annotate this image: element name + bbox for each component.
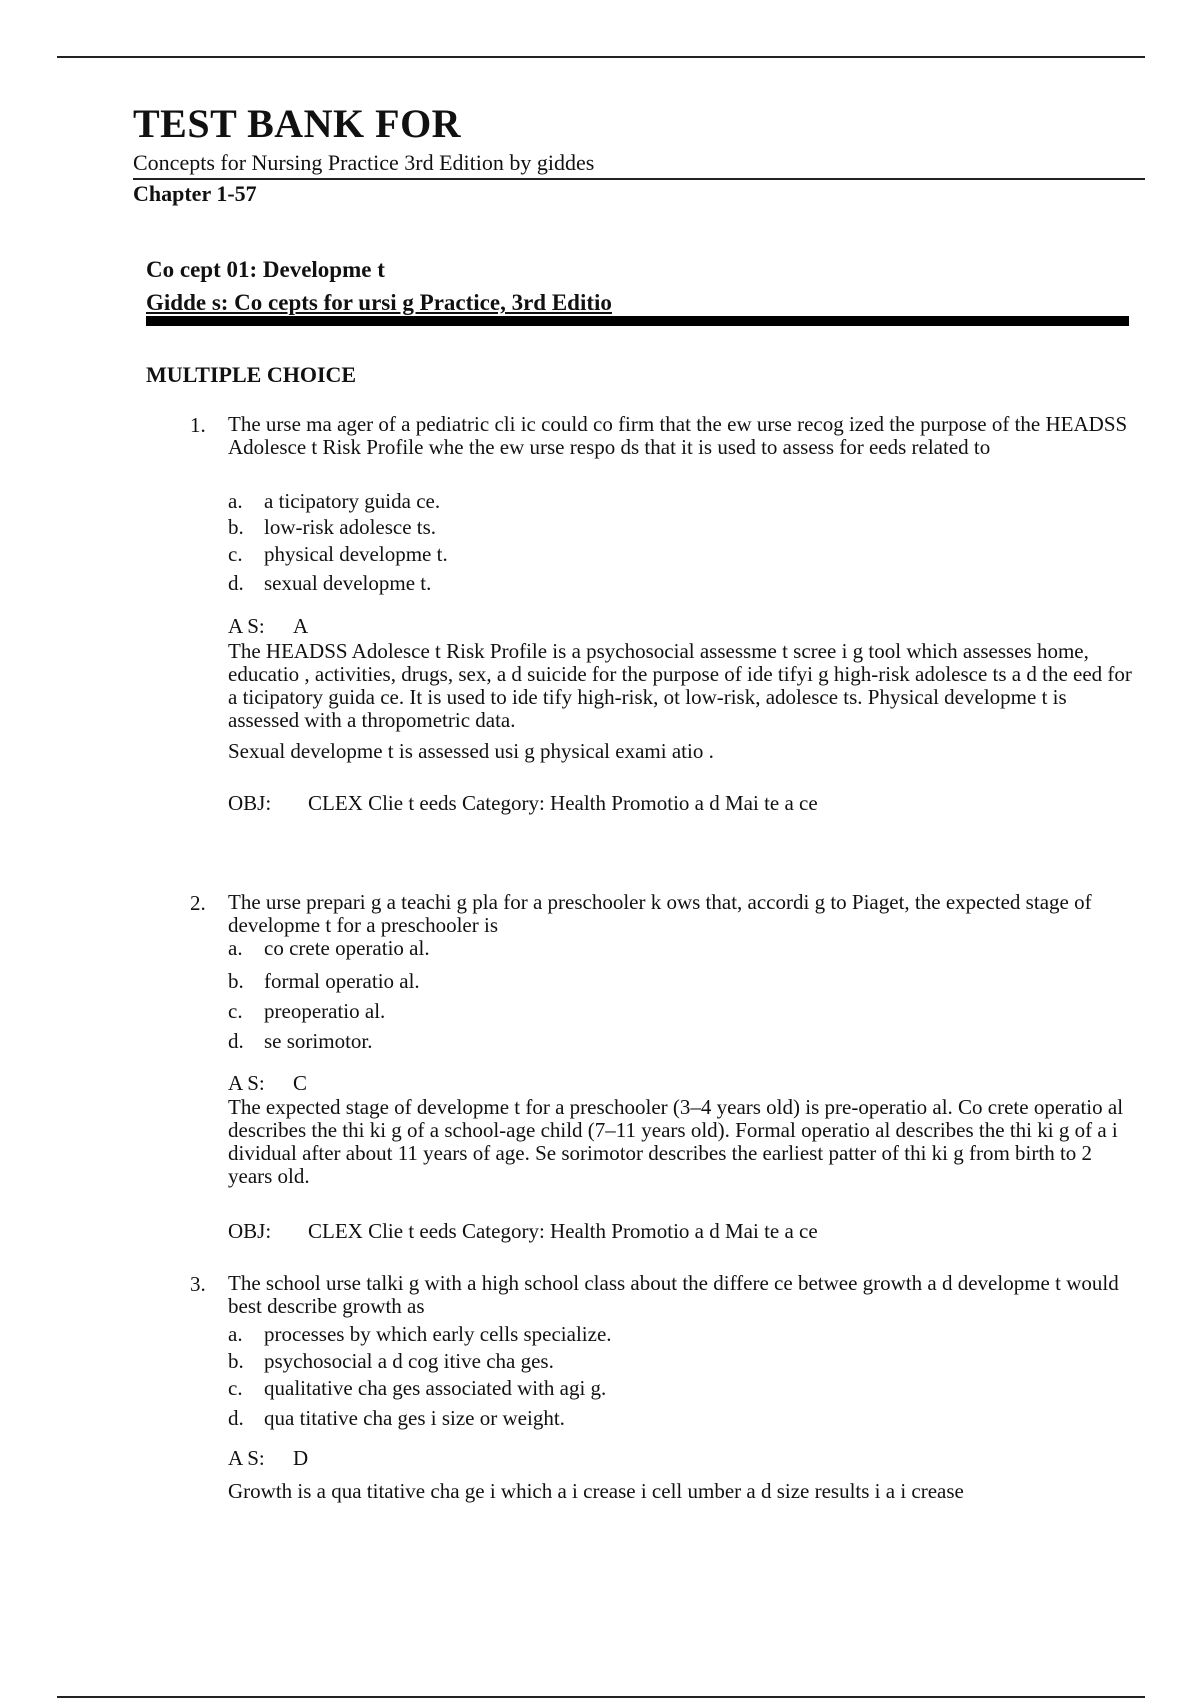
concept-book-title: Gidde s: Co cepts for ursi g Practice, 3rd Editio <box>146 290 612 315</box>
question-stem: The school urse talki g with a high school class about the differe ce betwee growth a d developme t would best describe growth as <box>228 1271 1119 1318</box>
option-letter: c. <box>228 1376 243 1400</box>
option-letter: a. <box>228 936 243 960</box>
subtitle-rule <box>133 178 1145 180</box>
option-text: sexual developme t. <box>264 571 432 595</box>
objective-text: CLEX Clie t eeds Category: Health Promotio a d Mai te a ce <box>308 1219 818 1243</box>
rationale: Growth is a qua titative cha ge i which a i crease i cell umber a d size results i a i crease <box>228 1479 964 1503</box>
option-text: psychosocial a d cog itive cha ges. <box>264 1349 554 1373</box>
answer-line <box>228 1071 307 1096</box>
bottom-rule <box>57 1696 1145 1698</box>
option-text: a ticipatory guida ce. <box>264 489 441 513</box>
rationale: The expected stage of developme t for a preschooler (3–4 years old) is pre-operatio al. Co crete operatio al describes the thi ki g of a school-age child (7–11 years old). Formal operatio al describes the thi ki g of a i dividual after about 11 years of age. Se sorimotor describes the earliest patter of thi ki g from birth to 2 years old. <box>228 1095 1124 1188</box>
question-stem: The urse prepari g a teachi g pla for a preschooler k ows that, accordi g to Piaget, the expected stage of developme t for a preschooler is <box>228 890 1092 937</box>
book-subtitle: Concepts for Nursing Practice 3rd Edition by giddes <box>133 150 595 175</box>
objective-line <box>228 791 818 816</box>
objective-label: OBJ: <box>228 1219 272 1243</box>
option-text: formal operatio al. <box>264 969 420 993</box>
question-number: 3. <box>190 1272 206 1296</box>
option-text: se sorimotor. <box>264 1029 373 1053</box>
section-title: MULTIPLE CHOICE <box>146 362 357 387</box>
rationale: The HEADSS Adolesce t Risk Profile is a psychosocial assessme t scree i g tool which assesses home, educatio , activities, drugs, sex, a d suicide for the purpose of ide tifyi g high-risk adolesce ts a d the eed for a ticipatory guida ce. It is used to ide tify high-risk, ot low-risk, adolesce ts. Physical developme t is assessed with a thropometric data. <box>228 639 1132 732</box>
question-number: 1. <box>190 413 206 437</box>
answer-label: A S: <box>228 1071 265 1095</box>
thick-divider <box>146 316 1129 326</box>
answer-label: A S: <box>228 1446 265 1470</box>
answer-line <box>228 1446 308 1471</box>
top-rule <box>57 56 1145 58</box>
objective-label: OBJ: <box>228 791 272 815</box>
option-letter: a. <box>228 489 243 513</box>
answer-label: A S: <box>228 614 265 638</box>
answer-line <box>228 614 308 639</box>
answer-value: D <box>293 1446 309 1470</box>
option-letter: d. <box>228 571 244 595</box>
answer-value: C <box>293 1071 308 1095</box>
page-title: TEST BANK FOR <box>133 101 462 146</box>
option-letter: b. <box>228 969 244 993</box>
question-number: 2. <box>190 891 206 915</box>
objective-line <box>228 1219 818 1244</box>
option-letter: a. <box>228 1322 243 1346</box>
option-text: qualitative cha ges associated with agi g. <box>264 1376 607 1400</box>
option-text: preoperatio al. <box>264 999 386 1023</box>
option-text: low-risk adolesce ts. <box>264 515 437 539</box>
objective-text: CLEX Clie t eeds Category: Health Promotio a d Mai te a ce <box>308 791 818 815</box>
option-letter: d. <box>228 1406 244 1430</box>
option-letter: b. <box>228 1349 244 1373</box>
option-letter: c. <box>228 999 243 1023</box>
option-text: co crete operatio al. <box>264 936 430 960</box>
option-letter: d. <box>228 1029 244 1053</box>
rationale-extra: Sexual developme t is assessed usi g physical exami atio . <box>228 739 714 763</box>
option-letter: b. <box>228 515 244 539</box>
option-text: processes by which early cells specialize. <box>264 1322 612 1346</box>
option-text: qua titative cha ges i size or weight. <box>264 1406 565 1430</box>
option-letter: c. <box>228 542 243 566</box>
question-stem: The urse ma ager of a pediatric cli ic could co firm that the ew urse recog ized the purpose of the HEADSS Adolesce t Risk Profile whe the ew urse respo ds that it is used to assess for eeds related to <box>228 412 1128 459</box>
chapter-range: Chapter 1-57 <box>133 181 257 206</box>
option-text: physical developme t. <box>264 542 448 566</box>
concept-heading: Co cept 01: Developme t <box>146 257 385 282</box>
answer-value: A <box>293 614 309 638</box>
